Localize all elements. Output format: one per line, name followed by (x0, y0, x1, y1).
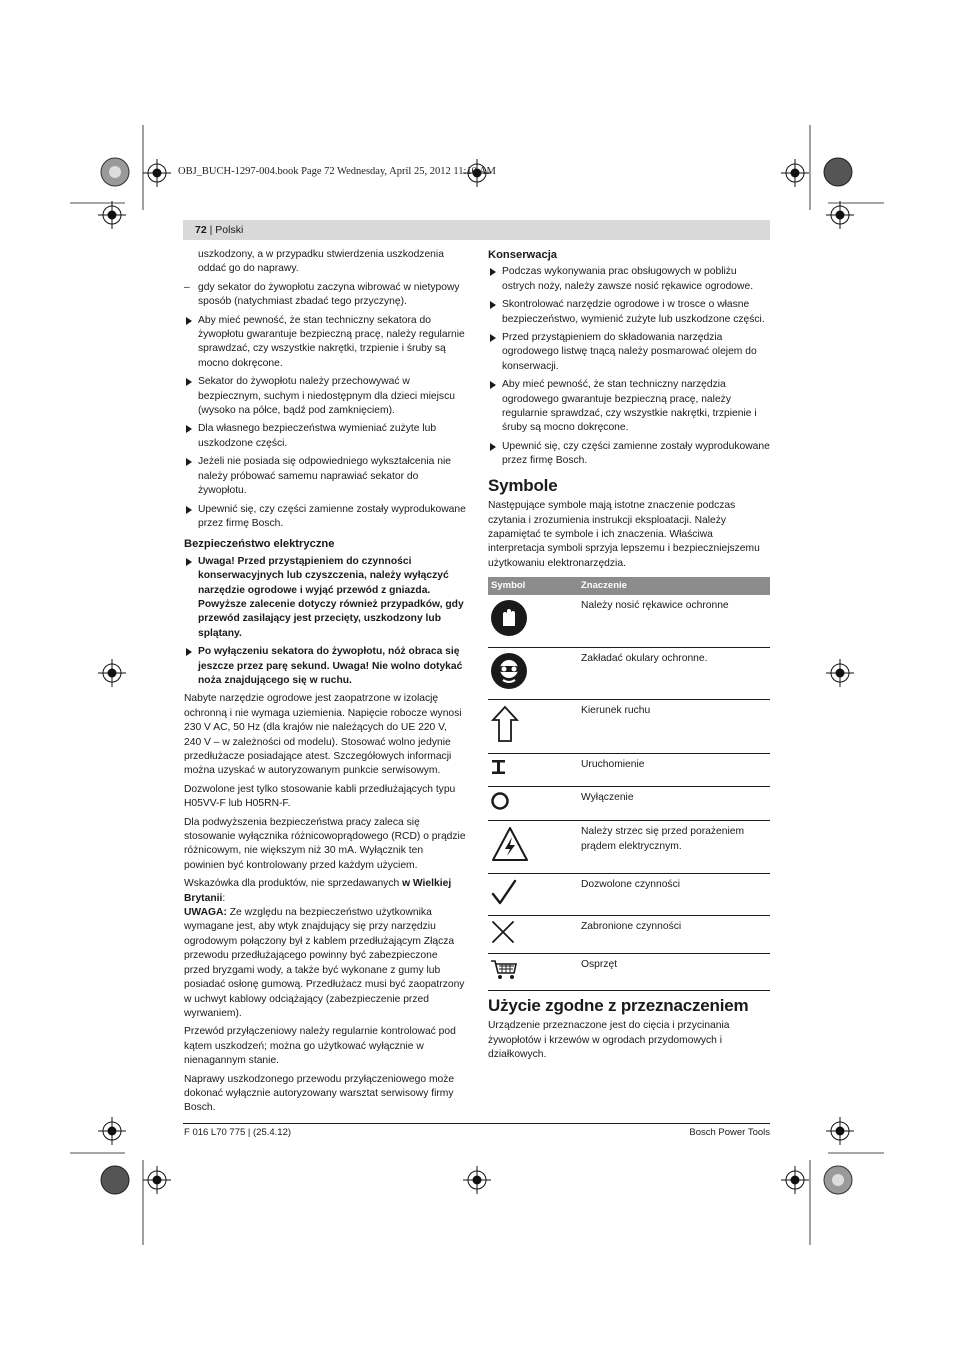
right-column (488, 248, 770, 1066)
cross-icon (490, 920, 516, 944)
symbol-meaning: Kierunek ruchu (578, 699, 770, 753)
table-row (488, 647, 770, 699)
bullet-item: Aby mieć pewność, że stan techniczny sekatora do żywopłotu gwarantuje bezpieczną pracę, należy regularnie sprawdzać, czy wszystkie nakrętki, trzpienie i śruby są mocno dokręcone. (184, 314, 466, 372)
bullet-item: Przed przystąpieniem do składowania narzędzia ogrodowego listwę tnącą należy posmarować olejem do konserwacji. (488, 331, 770, 374)
paragraph (184, 877, 466, 906)
table-row (488, 786, 770, 820)
bullet-item: Jeżeli nie posiada się odpowiedniego wykształcenia nie należy próbować samemu naprawiać sekator do żywopłotu. (184, 455, 466, 498)
symbol-meaning: Osprzęt (578, 954, 770, 990)
table-row (488, 699, 770, 753)
symbols-heading: Symbole (488, 475, 558, 495)
table-row (488, 873, 770, 915)
accessories-cart-icon (490, 958, 518, 980)
electrical-bullet-list (184, 555, 466, 689)
maintenance-heading: Konserwacja (488, 249, 558, 261)
footer-rule (183, 1123, 770, 1124)
table-row (488, 954, 770, 990)
intended-use-text: Urządzenie przeznaczone jest do cięcia i przycinania żywopłotów i krzewów w ogrodach przydomowych i działkowych. (488, 1020, 730, 1060)
text-run-bold: w Wielkiej Brytanii (184, 878, 452, 904)
paragraph: Dla podwyższenia bezpieczeństwa pracy zaleca się stosowanie wyłącznika różnicowoprądowego (RCD) o prądzie różnicowym, nie większym niż 30 mA. Wyłącznik ten powinien być kontrolowany przed każdym użyciem. (184, 816, 466, 871)
symbols-intro: Następujące symbole mają istotne znaczenie podczas czytania i zrozumienia instrukcji eksploatacji. Należy zapamiętać te symbole i ich znaczenia. Właściwa interpretacja symboli sprzyja lepszemu i bezpieczniejszemu użytkowaniu elektronarzędzia. (488, 500, 760, 569)
power-off-icon (490, 791, 510, 811)
page-number: 72 (195, 224, 207, 236)
warning-label: UWAGA: (184, 907, 227, 919)
symbols-table (488, 577, 770, 991)
bullet-item: Upewnić się, czy części zamienne zostały wyprodukowane przez firmę Bosch. (488, 440, 770, 469)
table-row (488, 595, 770, 647)
direction-arrow-icon (490, 704, 520, 744)
paragraph: uszkodzony, a w przypadku stwierdzenia uszkodzenia oddać go do naprawy. (198, 249, 444, 275)
bullet-item: Dla własnego bezpieczeństwa wymieniać zużyte lub uszkodzone części. (184, 422, 466, 451)
symbol-meaning: Uruchomienie (578, 754, 770, 786)
paragraph: Nabyte narzędzie ogrodowe jest zaopatrzone w izolację ochronną i nie wymaga uziemienia. Napięcie robocze wynosi 230 V AC, 50 Hz (dla krajów nie należących do UE 220 V, 240 V – w zależności od modelu). Stosować wolno jedynie przedłużacze posiadające atest. Szczegółowych informacji można uzyskać w autoryzowanym punkcie serwisowym. (184, 693, 462, 777)
footer-brand: Bosch Power Tools (689, 1127, 770, 1138)
left-column (184, 248, 466, 1120)
table-row (488, 754, 770, 786)
symbol-meaning: Należy nosić rękawice ochronne (578, 595, 770, 647)
electric-shock-warning-icon (490, 825, 530, 863)
bullet-item: Skontrolować narzędzie ogrodowe i w trosce o własne bezpieczeństwo, wymienić zużyte lub uszkodzone części. (488, 298, 770, 327)
bullet-item: Aby mieć pewność, że stan techniczny narzędzia ogrodowego gwarantuje bezpieczną pracę, należy regularnie sprawdzać, czy wszystkie nakrętki, trzpienie i śruby są mocno dokręcone. (488, 378, 770, 436)
table-row (488, 821, 770, 873)
header-separator: | (209, 224, 216, 236)
dash-item: – gdy sekator do żywopłotu zaczyna wibrować w nietypowy sposób (natychmiast zbadać tego przyczynę). (184, 281, 466, 310)
checkmark-icon (490, 878, 518, 906)
symbol-meaning: Należy strzec się przed porażeniem prądem elektrycznym. (578, 821, 770, 873)
bullet-item: Podczas wykonywania prac obsługowych w pobliżu ostrych noży, należy zawsze nosić rękawice ogrodowe. (488, 265, 770, 294)
book-info-line: OBJ_BUCH-1297-004.book Page 72 Wednesday, April 25, 2012 11:10 AM (178, 166, 496, 177)
maintenance-bullet-list (488, 265, 770, 468)
electrical-safety-heading: Bezpieczeństwo elektryczne (184, 538, 335, 551)
bullet-item: Uwaga! Przed przystąpieniem do czynności konserwacyjnych lub czyszczenia, należy wyłączyć narzędzie ogrodowe i wyjąć przewód z gniazda. Powyższe zalecenie dotyczy również przypadków, gdy przewód zasilający jest przecięty, uszkodzony lub splątany. (184, 555, 466, 641)
symbol-meaning: Dozwolone czynności (578, 873, 770, 915)
table-row (488, 915, 770, 953)
paragraph: Przewód przyłączeniowy należy regularnie kontrolować pod kątem uszkodzeń; można go użytkować wyłącznie w nienagannym stanie. (184, 1026, 456, 1067)
goggles-icon (490, 652, 528, 690)
power-on-icon (490, 758, 508, 776)
intended-use-heading: Użycie zgodne z przeznaczeniem (488, 995, 749, 1015)
symbol-meaning: Zakładać okulary ochronne. (578, 647, 770, 699)
bullet-item: Po wyłączeniu sekatora do żywopłotu, nóż obraca się jeszcze przez parę sekund. Uwaga! Nie wolno dotykać noża znajdującego się w ruchu. (184, 645, 466, 688)
column-header-symbol: Symbol (488, 577, 578, 595)
bullet-item: Sekator do żywopłotu należy przechowywać w bezpiecznym, suchym i niedostępnym dla dzieci miejscu (wysoko na półce, bądź pod zamknięciem). (184, 375, 466, 418)
page-header-bar (183, 220, 770, 240)
text-run: Wskazówka dla produktów, nie sprzedawanych (184, 878, 403, 890)
footer-document-code: F 016 L70 775 | (25.4.12) (184, 1127, 292, 1138)
text-run: Ze względu na bezpieczeństwo użytkownika wymagane jest, aby wtyk znajdujący się przy narzędziu ogrodowym połączony był z kablem przedłużającym Złącza przewodu przedłużającego powinny być zabezpieczone przed bryzgami wody, a także być wykonane z gumy lub posiadać osłonę gumową. Przedłużacz musi być zaopatrzony w uchwyt kablowy odciążający (zabezpieczenie przed wyrwaniem). (184, 907, 465, 1019)
bullet-list (184, 314, 466, 532)
table-header-row (488, 577, 770, 595)
header-language: Polski (215, 224, 244, 236)
symbol-meaning: Wyłączenie (578, 786, 770, 820)
column-header-meaning: Znaczenie (578, 577, 770, 595)
bullet-item: Upewnić się, czy części zamienne zostały wyprodukowane przez firmę Bosch. (184, 503, 466, 532)
text-run: : (222, 892, 226, 904)
paragraph (184, 906, 466, 1021)
gloves-icon (490, 599, 528, 637)
paragraph: Naprawy uszkodzonego przewodu przyłączeniowego może dokonać wyłącznie autoryzowany warsztat serwisowy firmy Bosch. (184, 1073, 455, 1114)
symbol-meaning: Zabronione czynności (578, 915, 770, 953)
paragraph: Dozwolone jest tylko stosowanie kabli przedłużających typu H05VV-F lub H05RN-F. (184, 783, 456, 810)
